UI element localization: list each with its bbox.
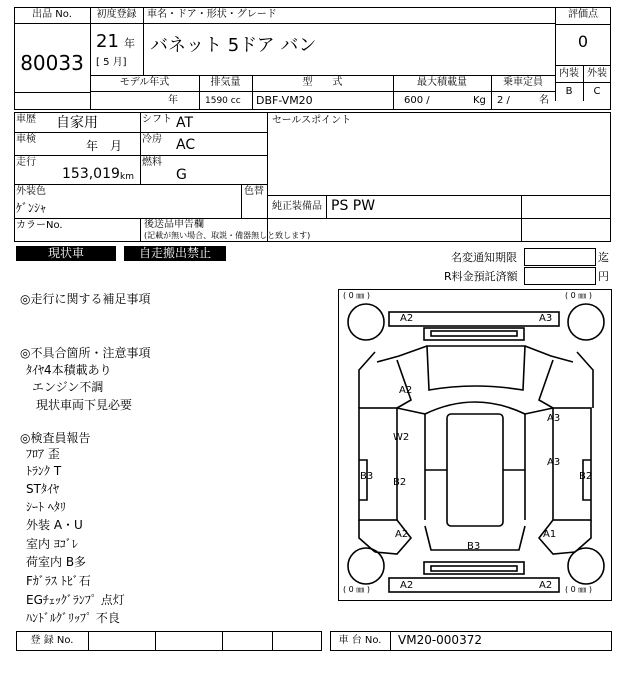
model-year-unit: 年 [168, 95, 178, 106]
ac-label: 冷房 [142, 134, 162, 145]
exterior-grade: C [593, 86, 601, 97]
first-reg-label: 初度登録 [96, 9, 137, 20]
ac: AC [176, 137, 196, 153]
damage-mark: B2 [393, 477, 407, 488]
damage-mark: A3 [547, 457, 561, 468]
car-name: バネット 5ドア バン [150, 35, 317, 56]
model: DBF-VM20 [256, 94, 313, 107]
mileage-label: 走行 [16, 157, 36, 168]
ext-color: ｹﾞﾝｼｬ [16, 201, 47, 215]
tire-label-fl: ( 0 ㎜ ) [343, 585, 370, 594]
tire-label-rr: ( 0 ㎜ ) [565, 291, 592, 300]
sales-point-label: セールスポイント [272, 115, 352, 126]
car-diagram [338, 289, 612, 601]
report-item: ｼｰﾄ ﾍﾀﾘ [26, 500, 66, 514]
name-change-label: 名変通知期限 [451, 251, 517, 264]
report-item: ﾄﾗﾝｸ T [26, 464, 62, 478]
damage-mark: A2 [539, 580, 553, 591]
damage-mark: A2 [400, 313, 414, 324]
name-change-unit: 迄 [598, 251, 609, 264]
damage-mark: A3 [539, 313, 553, 324]
car-name-label: 車名・ドア・形状・グレード [147, 9, 277, 20]
color-change-label: 色替 [244, 186, 264, 197]
max-load-label: 最大積載量 [417, 77, 467, 88]
report-item: Fｶﾞﾗｽ ﾄﾋﾞ石 [26, 574, 91, 588]
recycle-field [524, 267, 596, 285]
capacity-label: 乗車定員 [503, 77, 543, 88]
damage-mark: A1 [543, 529, 557, 540]
max-load-unit: Kg [473, 95, 486, 106]
damage-mark: B2 [579, 471, 593, 482]
shift: AT [176, 115, 194, 131]
damage-mark: W2 [393, 432, 410, 443]
history: 自家用 [56, 115, 98, 131]
damage-mark: A2 [395, 529, 409, 540]
reg-no-label: 登 録 No. [30, 635, 74, 646]
model-label: 型 式 [302, 77, 343, 88]
fuel: G [176, 167, 187, 183]
ext-color-label: 外装色 [16, 186, 46, 197]
year-unit: 年 [124, 37, 135, 50]
report-item: ﾊﾝﾄﾞﾙｸﾞﾘｯﾌﾟ 不良 [26, 611, 120, 625]
inspection: 年 月 [86, 139, 123, 153]
score: 0 [577, 32, 589, 51]
history-label: 車歴 [16, 114, 36, 125]
capacity: 2 / [497, 95, 510, 106]
reg-year: 21 [96, 31, 119, 52]
color-no-label: カラーNo. [16, 220, 63, 231]
report-item: ﾌﾛｱ 歪 [26, 447, 60, 461]
chassis-no: VM20-000372 [398, 633, 482, 647]
current-car-badge: 現状車 [16, 246, 116, 261]
mileage-unit: km [120, 172, 134, 182]
damage-mark: B3 [360, 471, 374, 482]
equipment: PS PW [331, 198, 376, 214]
inspection-label: 車検 [16, 134, 36, 145]
interior-label: 内装 [559, 68, 579, 79]
mileage: 153,019 [62, 166, 120, 182]
displacement: 1590 cc [205, 96, 241, 106]
capacity-unit: 名 [539, 95, 549, 106]
fuel-label: 燃料 [142, 157, 162, 168]
score-label: 評価点 [568, 9, 598, 20]
no-self-drive-badge: 自走搬出禁止 [124, 246, 226, 261]
driving-heading: ◎走行に関する補足事項 [20, 292, 151, 306]
doc-note: (記載が無い場合、取説・備器無しと致します) [144, 231, 311, 240]
damage-mark: A2 [399, 385, 413, 396]
recycle-label: R料金預託済額 [444, 270, 518, 283]
defects-heading: ◎不具合箇所・注意事項 [20, 346, 151, 360]
defect-item: エンジン不調 [32, 380, 104, 394]
defect-item: ﾀｲﾔ4本積載あり [26, 363, 112, 377]
damage-mark: A2 [400, 580, 414, 591]
report-item: 外装 A・U [26, 518, 83, 532]
name-change-field [524, 248, 596, 266]
inspector-heading: ◎検査員報告 [20, 431, 91, 445]
damage-mark: A3 [547, 413, 561, 424]
report-item: 荷室内 B多 [26, 555, 87, 569]
shift-label: シフト [142, 114, 172, 125]
tire-label-rl: ( 0 ㎜ ) [343, 291, 370, 300]
equipment-label: 純正装備品 [272, 201, 322, 212]
model-year-label: モデル年式 [119, 77, 170, 88]
recycle-unit: 円 [598, 270, 609, 283]
report-item: STﾀｲﾔ [26, 482, 59, 496]
listing-no-label: 出品 No. [32, 9, 72, 20]
defect-item: 現状車両下見必要 [36, 398, 133, 412]
damage-mark: B3 [467, 541, 481, 552]
max-load: 600 / [404, 95, 430, 106]
report-item: EGﾁｪｯｸﾞﾗﾝﾌﾟ 点灯 [26, 593, 125, 607]
chassis-label: 車 台 No. [338, 635, 382, 646]
report-item: 室内 ﾖｺﾞﾚ [26, 537, 78, 551]
exterior-label: 外装 [587, 68, 607, 79]
displacement-label: 排気量 [210, 77, 241, 88]
tire-label-fr: ( 0 ㎜ ) [565, 585, 592, 594]
reg-month: [ 5 月] [96, 57, 127, 68]
interior-grade: B [565, 86, 573, 97]
doc-label: 後送品申告欄 [144, 219, 204, 230]
listing-no: 80033 [20, 51, 84, 75]
